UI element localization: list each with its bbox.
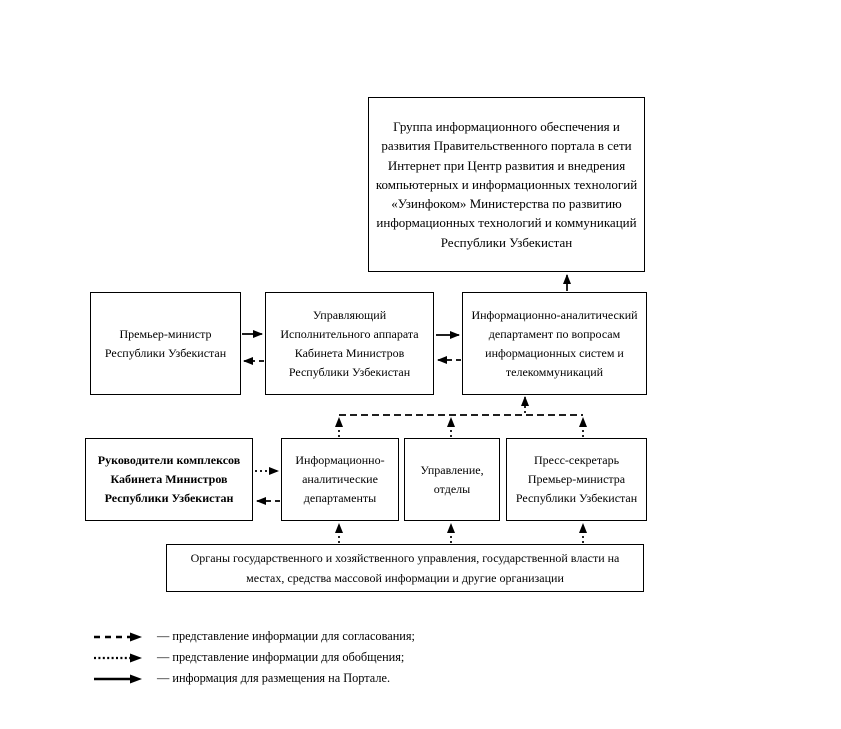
node-cabinet-manager-label: Управляющий Исполнительного аппарата Кабинета Министров Республики Узбекистан <box>280 307 419 379</box>
legend <box>93 626 415 689</box>
dashed-arrow-icon <box>93 631 143 643</box>
legend-label-generalization: — представление информации для обобщения; <box>157 650 405 664</box>
node-portal-group-label: Группа информационного обеспечения и развития Правительственного портала в сети Интернет при Центр развития и внедрения компьютерных и информационных технологий «Узинфоком» Министерства по развитию информационных технологий и коммуникаций Республики Узбекистан <box>375 119 638 250</box>
node-complex-heads-label: Руководители комплексов Кабинета Министров Республики Узбекистан <box>97 453 241 505</box>
legend-item-generalization <box>93 647 415 668</box>
solid-arrow-icon <box>93 673 143 685</box>
node-state-bodies-label: Органы государственного и хозяйственного управления, государственной власти на местах, средства массовой информации и другие организации <box>190 551 620 585</box>
dotted-arrow-icon <box>93 652 143 664</box>
legend-label-portal-placement: — информация для размещения на Портале. <box>157 671 391 685</box>
legend-item-portal-placement <box>93 668 415 689</box>
node-ia-departments-label: Информационно-аналитические департаменты <box>295 453 385 505</box>
node-press-secretary-label: Пресс-секретарь Премьер-министра Республики Узбекистан <box>515 453 638 505</box>
node-units-departments-label: Управление, отделы <box>420 462 484 496</box>
node-info-analytical-department-label: Информационно-аналитический департамент по вопросам информационных систем и телекоммуникаций <box>471 307 638 379</box>
legend-item-approval <box>93 626 415 647</box>
node-prime-minister-label: Премьер-министр Республики Узбекистан <box>104 326 227 360</box>
legend-label-approval: — представление информации для согласования; <box>157 629 415 643</box>
